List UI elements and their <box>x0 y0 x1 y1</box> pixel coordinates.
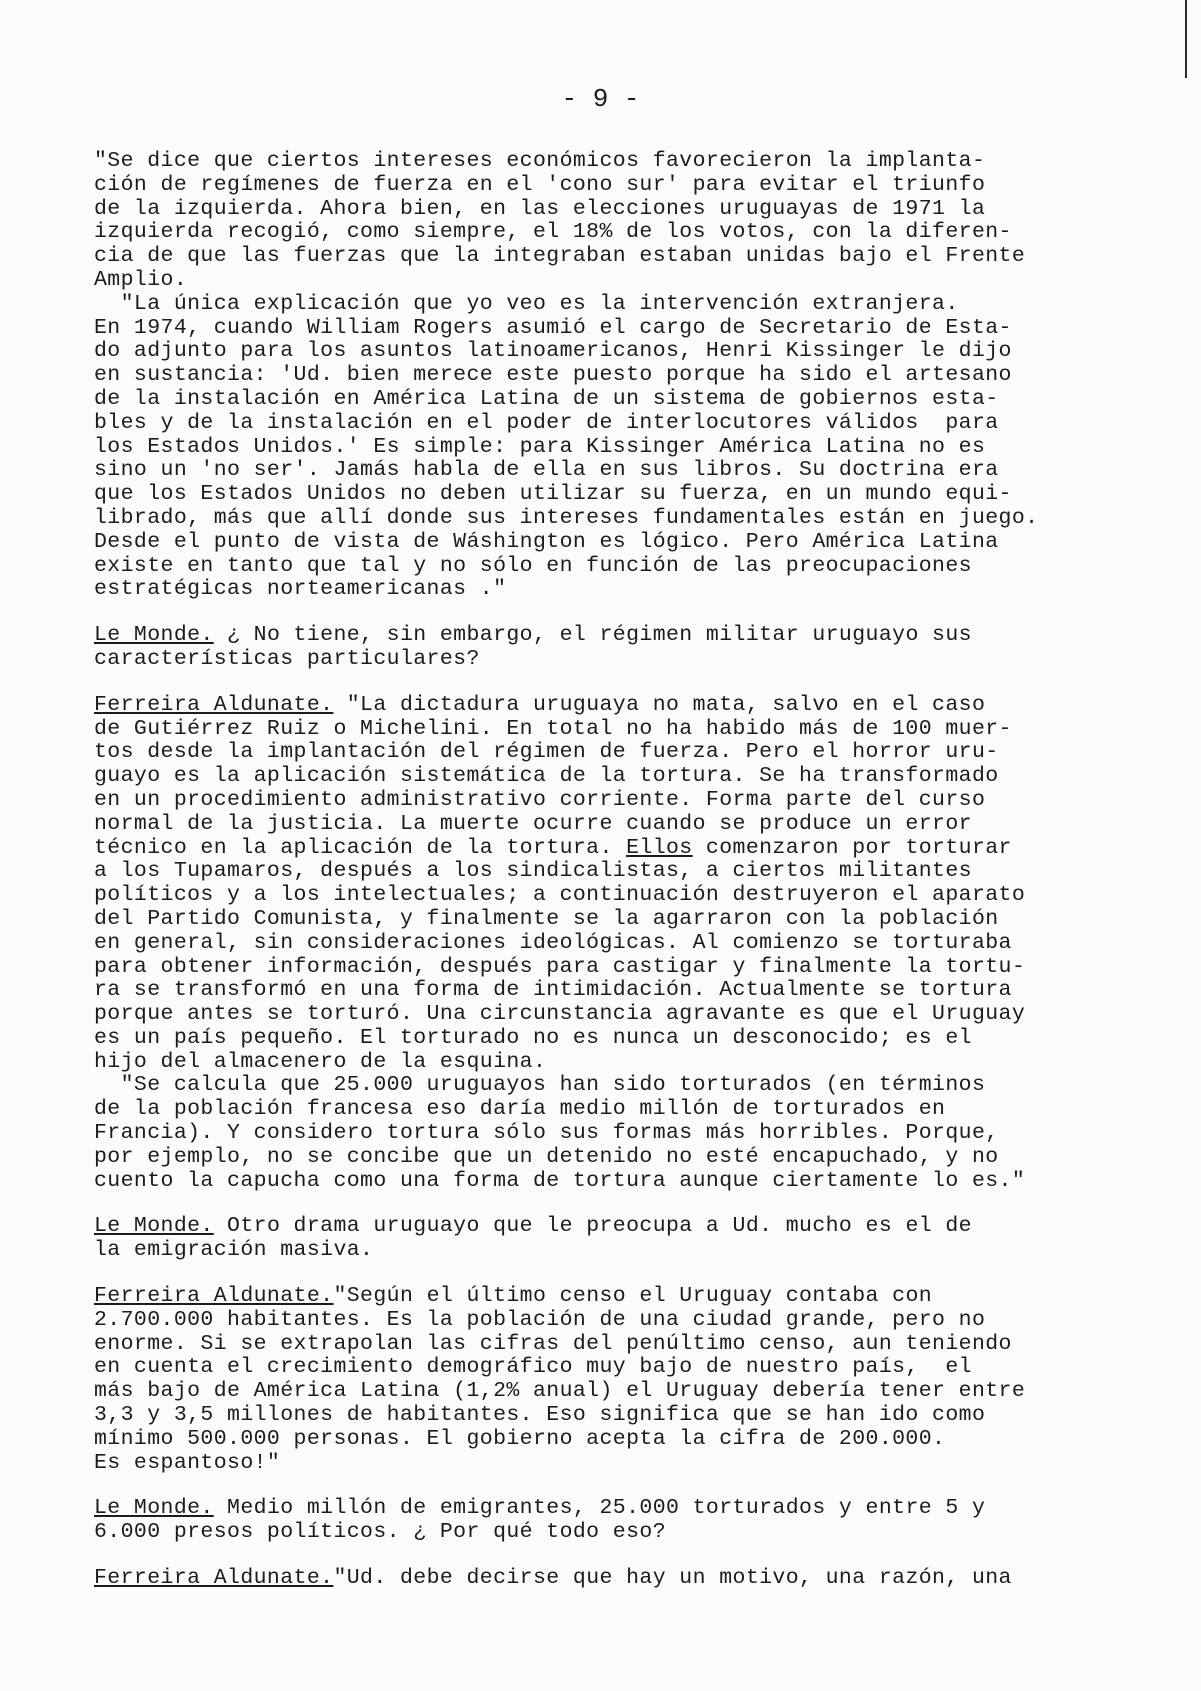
text-line: en un procedimiento administrativo corriente. Forma parte del curso <box>94 787 986 812</box>
text-line: Francia). Y considero tortura sólo sus formas más horribles. Porque, <box>94 1121 999 1146</box>
text-line: cuento la capucha como una forma de tortura aunque ciertamente lo es." <box>94 1168 1026 1193</box>
text-line: 2.700.000 habitantes. Es la población de una ciudad grande, pero no <box>94 1307 986 1332</box>
text-line: "La única explicación que yo veo es la intervención extranjera. <box>94 291 959 316</box>
text-line: a los Tupamaros, después a los sindicalistas, a ciertos militantes <box>94 859 972 884</box>
underlined-word: Ellos <box>626 835 693 860</box>
text-line <box>94 1567 1124 1591</box>
text-line: más bajo de América Latina (1,2% anual) el Uruguay debería tener entre <box>94 1379 1026 1404</box>
text-line: En 1974, cuando William Rogers asumió el cargo de Secretario de Esta- <box>94 315 1012 340</box>
text-line: los Estados Unidos.' Es simple: para Kissinger América Latina no es <box>94 434 986 459</box>
speaker-le-monde: Le Monde. <box>94 1496 214 1521</box>
text-line <box>94 837 1124 861</box>
text-line: la emigración masiva. <box>94 1238 374 1263</box>
text-line: enorme. Si se extrapolan las cifras del penúltimo censo, aun teniendo <box>94 1331 1012 1356</box>
text-line: que los Estados Unidos no deben utilizar su fuerza, en un mundo equi- <box>94 482 1012 507</box>
text-line: sino un 'no ser'. Jamás habla de ella en sus libros. Su doctrina era <box>94 458 999 483</box>
text-line: Desde el punto de vista de Wáshington es lógico. Pero América Latina <box>94 529 999 554</box>
text-span: "La dictadura uruguaya no mata, salvo en el caso <box>333 692 986 717</box>
text-line <box>94 624 1124 648</box>
text-line: de la población francesa eso daría medio millón de torturados en <box>94 1097 946 1122</box>
text-line <box>94 1215 1124 1239</box>
text-line: de Gutiérrez Ruiz o Michelini. En total no ha habido más de 100 muer- <box>94 716 1012 741</box>
text-line: políticos y a los intelectuales; a continuación destruyeron el aparato <box>94 883 1026 908</box>
text-span: Medio millón de emigrantes, 25.000 torturados y entre 5 y <box>213 1496 986 1521</box>
text-line: "Se dice que ciertos intereses económicos favorecieron la implanta- <box>94 149 986 173</box>
text-line: hijo del almacenero de la esquina. <box>94 1049 547 1074</box>
text-line <box>94 694 1124 718</box>
text-span: ¿ No tiene, sin embargo, el régimen militar uruguayo sus <box>213 623 972 648</box>
text-line: izquierda recogió, como siempre, el 18% de los votos, con la diferen- <box>94 220 1012 245</box>
text-line: Amplio. <box>94 267 188 292</box>
text-line: mínimo 500.000 personas. El gobierno acepta la cifra de 200.000. <box>94 1426 946 1451</box>
text-line: 6.000 presos políticos. ¿ Por qué todo eso? <box>94 1520 666 1545</box>
text-span: "Según el último censo el Uruguay contaba con <box>333 1284 933 1309</box>
speaker-ferreira-aldunate: Ferreira Aldunate. <box>94 1284 334 1309</box>
text-line: en sustancia: 'Ud. bien merece este puesto porque ha sido el artesano <box>94 363 1012 388</box>
speaker-ferreira-aldunate: Ferreira Aldunate. <box>94 692 334 717</box>
speaker-le-monde: Le Monde. <box>94 623 214 648</box>
text-line: normal de la justicia. La muerte ocurre cuando se produce un error <box>94 811 972 836</box>
text-line: características particulares? <box>94 646 480 671</box>
text-span: comenzaron por torturar <box>692 835 1012 860</box>
text-line: en general, sin consideraciones ideológicas. Al comienzo se torturaba <box>94 930 1012 955</box>
text-line: Es espantoso!" <box>94 1450 281 1475</box>
text-span: Otro drama uruguayo que le preocupa a Ud. mucho es el de <box>213 1214 972 1239</box>
page-edge-line <box>1185 0 1187 78</box>
text-line: 3,3 y 3,5 millones de habitantes. Eso significa que se han ido como <box>94 1403 986 1428</box>
text-line: "Se calcula que 25.000 uruguayos han sido torturados (en términos <box>94 1073 986 1098</box>
text-line: en cuenta el crecimiento demográfico muy bajo de nuestro país, el <box>94 1355 972 1380</box>
text-span: "Ud. debe decirse que hay un motivo, una razón, una <box>333 1566 1012 1591</box>
text-line: ción de regímenes de fuerza en el 'cono sur' para evitar el triunfo <box>94 172 986 197</box>
text-line: para obtener información, después para castigar y finalmente la tortu- <box>94 954 1026 979</box>
text-line: es un país pequeño. El torturado no es nunca un desconocido; es el <box>94 1025 972 1050</box>
speaker-le-monde: Le Monde. <box>94 1214 214 1239</box>
text-line: de la instalación en América Latina de un sistema de gobiernos esta- <box>94 386 999 411</box>
text-span: técnico en la aplicación de la tortura. <box>94 835 627 860</box>
text-line: estratégicas norteamericanas ." <box>94 577 507 602</box>
text-line <box>94 1285 1124 1309</box>
text-line: por ejemplo, no se concibe que un detenido no esté encapuchado, y no <box>94 1144 999 1169</box>
text-line: tos desde la implantación del régimen de fuerza. Pero el horror uru- <box>94 740 999 765</box>
page-number: - 9 - <box>561 84 640 114</box>
text-line: existe en tanto que tal y no sólo en función de las preocupaciones <box>94 553 972 578</box>
document-body <box>94 150 1124 1591</box>
text-line: guayo es la aplicación sistemática de la tortura. Se ha transformado <box>94 764 999 789</box>
text-line: ra se transformó en una forma de intimidación. Actualmente se tortura <box>94 978 1012 1003</box>
text-line: librado, más que allí donde sus intereses fundamentales están en juego. <box>94 505 1039 530</box>
text-line: bles y de la instalación en el poder de interlocutores válidos para <box>94 410 999 435</box>
text-line: del Partido Comunista, y finalmente se la agarraron con la población <box>94 906 999 931</box>
text-line: porque antes se torturó. Una circunstancia agravante es que el Uruguay <box>94 1002 1026 1027</box>
text-line <box>94 1497 1124 1521</box>
text-line: cia de que las fuerzas que la integraban estaban unidas bajo el Frente <box>94 244 1026 269</box>
text-line: de la izquierda. Ahora bien, en las elecciones uruguayas de 1971 la <box>94 196 986 221</box>
text-line: do adjunto para los asuntos latinoamericanos, Henri Kissinger le dijo <box>94 339 1012 364</box>
speaker-ferreira-aldunate: Ferreira Aldunate. <box>94 1566 334 1591</box>
